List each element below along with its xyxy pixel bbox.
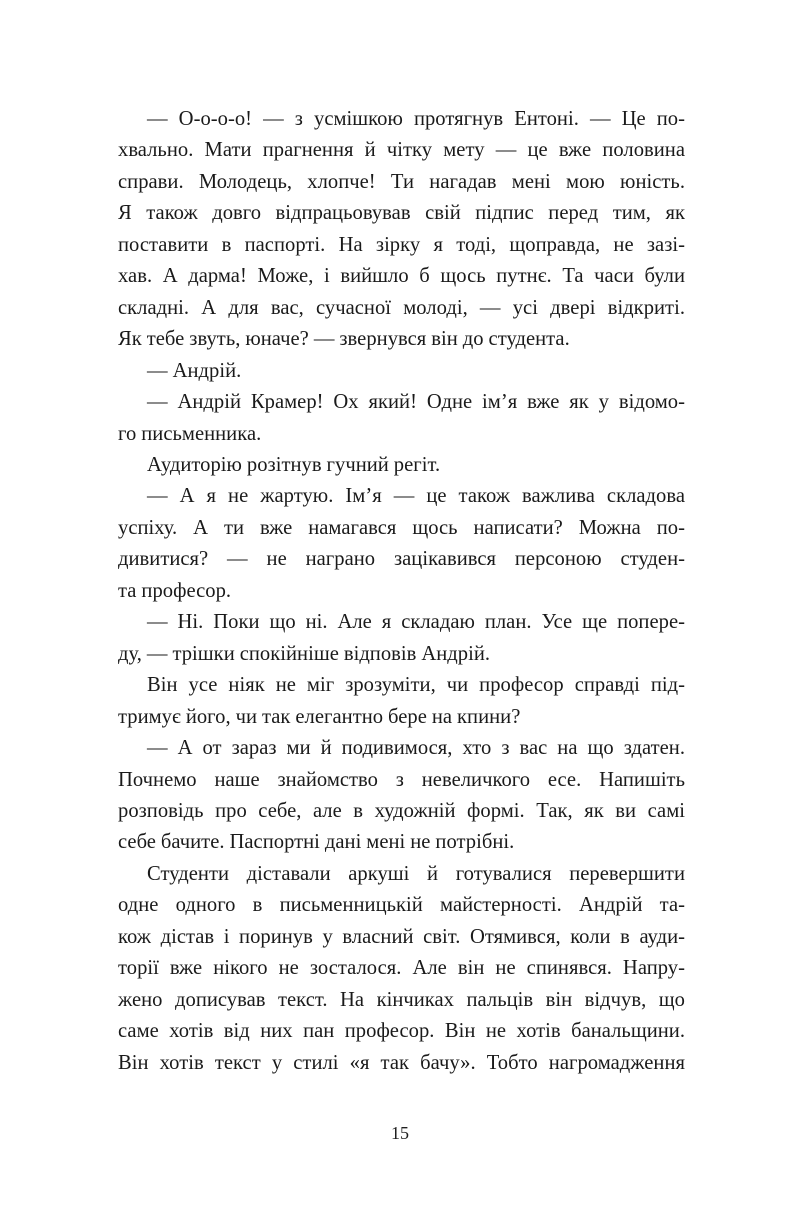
text-line: — Андрій. xyxy=(147,359,242,382)
text-line: — Андрій Крамер! Ох який! Одне ім’я вже як у відомо- xyxy=(147,391,685,414)
text-line: — О-о-о-о! — з усмішкою протягнув Ентоні. — Це по- xyxy=(147,108,685,130)
text-line: складні. А для вас, сучасної молоді, — усі двері відкриті. xyxy=(118,296,685,319)
text-line: одне одного в письменницькій майстерності. Андрій та- xyxy=(118,894,685,917)
text-line: справи. Молодець, хлопче! Ти нагадав мені мою юність. xyxy=(118,170,685,193)
text-line: го письменника. xyxy=(118,422,262,445)
text-line: дивитися? — не награно зацікавився персоною студен- xyxy=(118,548,685,571)
text-line: поставити в паспорті. На зірку я тоді, щоправда, не зазі- xyxy=(118,233,685,256)
page-number: 15 xyxy=(391,1123,409,1143)
text-line: — Ні. Поки що ні. Але я складаю план. Усе ще попере- xyxy=(147,611,685,634)
text-line: Студенти діставали аркуші й готувалися перевершити xyxy=(147,862,685,885)
paragraph xyxy=(118,670,685,733)
text-line: Він усе ніяк не міг зрозуміти, чи професор справді під- xyxy=(147,674,685,697)
text-line: себе бачите. Паспортні дані мені не потрібні. xyxy=(118,831,515,854)
text-line: — А от зараз ми й подивимося, хто з вас на що здатен. xyxy=(147,737,685,760)
paragraph xyxy=(118,733,685,859)
page-text-block xyxy=(118,104,685,1079)
text-line: Як тебе звуть, юначе? — звернувся він до студента. xyxy=(118,328,570,351)
text-line: Почнемо наше знайомство з невеличкого есе. Напишіть xyxy=(118,768,685,791)
text-line: торії вже нікого не зосталося. Але він не спинявся. Напру- xyxy=(118,957,685,980)
text-line: жено дописував текст. На кінчиках пальців він відчув, що xyxy=(118,988,685,1011)
paragraph xyxy=(118,450,685,481)
paragraph xyxy=(118,859,685,1079)
text-line: — А я не жартую. Ім’я — це також важлива складова xyxy=(147,485,685,508)
paragraph xyxy=(118,387,685,450)
paragraph xyxy=(118,104,685,356)
text-line: Він хотів текст у стилі «я так бачу». Тобто нагромадження xyxy=(118,1051,685,1074)
text-line: кож дістав і поринув у власний світ. Отямився, коли в ауди- xyxy=(118,925,685,948)
text-line: Я також довго відпрацьовував свій підпис перед тим, як xyxy=(118,202,685,225)
paragraph xyxy=(118,356,685,387)
text-line: та професор. xyxy=(118,579,232,602)
paragraph xyxy=(118,607,685,670)
text-line: тримує його, чи так елегантно бере на кпини? xyxy=(118,705,521,728)
text-line: саме хотів від них пан професор. Він не хотів банальщини. xyxy=(118,1020,685,1043)
text-line: успіху. А ти вже намагався щось написати? Можна по- xyxy=(118,516,685,539)
text-line: ду, — трішки спокійніше відповів Андрій. xyxy=(118,642,491,665)
text-line: хвально. Мати прагнення й чітку мету — це вже половина xyxy=(118,139,685,162)
paragraph xyxy=(118,481,685,607)
text-line: Аудиторію розітнув гучний регіт. xyxy=(147,453,441,476)
text-line: хав. А дарма! Може, і вийшло б щось путнє. Та часи були xyxy=(118,265,685,288)
text-line: розповідь про себе, але в художній формі. Так, як ви самі xyxy=(118,799,685,822)
